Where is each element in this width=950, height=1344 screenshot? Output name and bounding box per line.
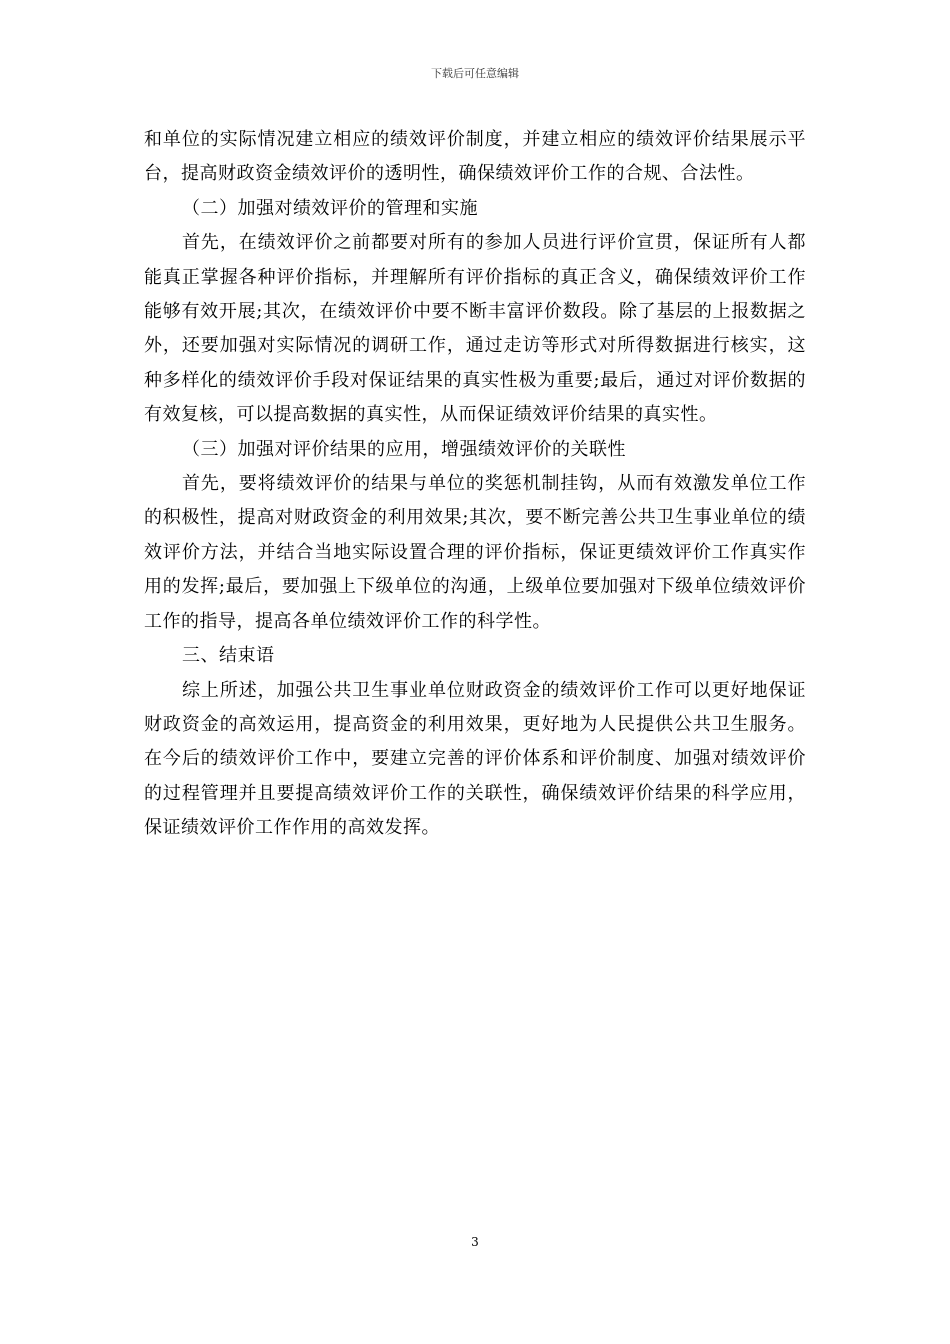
paragraph: 综上所述，加强公共卫生事业单位财政资金的绩效评价工作可以更好地保证财政资金的高效运用，提高资金的利用效果，更好地为人民提供公共卫生服务。在今后的绩效评价工作中，要建立完善的评价体系和评价制度、加强对绩效评价的过程管理并且要提高绩效评价工作的关联性，确保绩效评价结果的科学应用，保证绩效评价工作作用的高效发挥。 bbox=[144, 679, 806, 839]
section-heading-2: （二）加强对绩效评价的管理和实施 bbox=[182, 197, 478, 219]
paragraph-continuation: 和单位的实际情况建立相应的绩效评价制度，并建立相应的绩效评价结果展示平台，提高财政资金绩效评价的透明性，确保绩效评价工作的合规、合法性。 bbox=[144, 129, 806, 185]
conclusion-heading: 三、结束语 bbox=[182, 645, 275, 667]
page-number: 3 bbox=[471, 1235, 479, 1249]
section-heading-3: （三）加强对评价结果的应用，增强绩效评价的关联性 bbox=[182, 438, 626, 460]
paragraph: 首先，在绩效评价之前都要对所有的参加人员进行评价宣贯，保证所有人都能真正掌握各种评价指标，并理解所有评价指标的真正含义，确保绩效评价工作能够有效开展;其次，在绩效评价中要不断丰富评价数段。除了基层的上报数据之外，还要加强对实际情况的调研工作，通过走访等形式对所得数据进行核实，这种多样化的绩效评价手段对保证结果的真实性极为重要;最后，通过对评价数据的有效复核，可以提高数据的真实性，从而保证绩效评价结果的真实性。 bbox=[144, 232, 806, 426]
document-body bbox=[144, 123, 806, 846]
page-header: 下载后可任意编辑 bbox=[431, 67, 519, 80]
paragraph: 首先，要将绩效评价的结果与单位的奖惩机制挂钩，从而有效激发单位工作的积极性，提高对财政资金的利用效果;其次，要不断完善公共卫生事业单位的绩效评价方法，并结合当地实际设置合理的评价指标，保证更绩效评价工作真实作用的发挥;最后，要加强上下级单位的沟通，上级单位要加强对下级单位绩效评价工作的指导，提高各单位绩效评价工作的科学性。 bbox=[144, 473, 806, 632]
